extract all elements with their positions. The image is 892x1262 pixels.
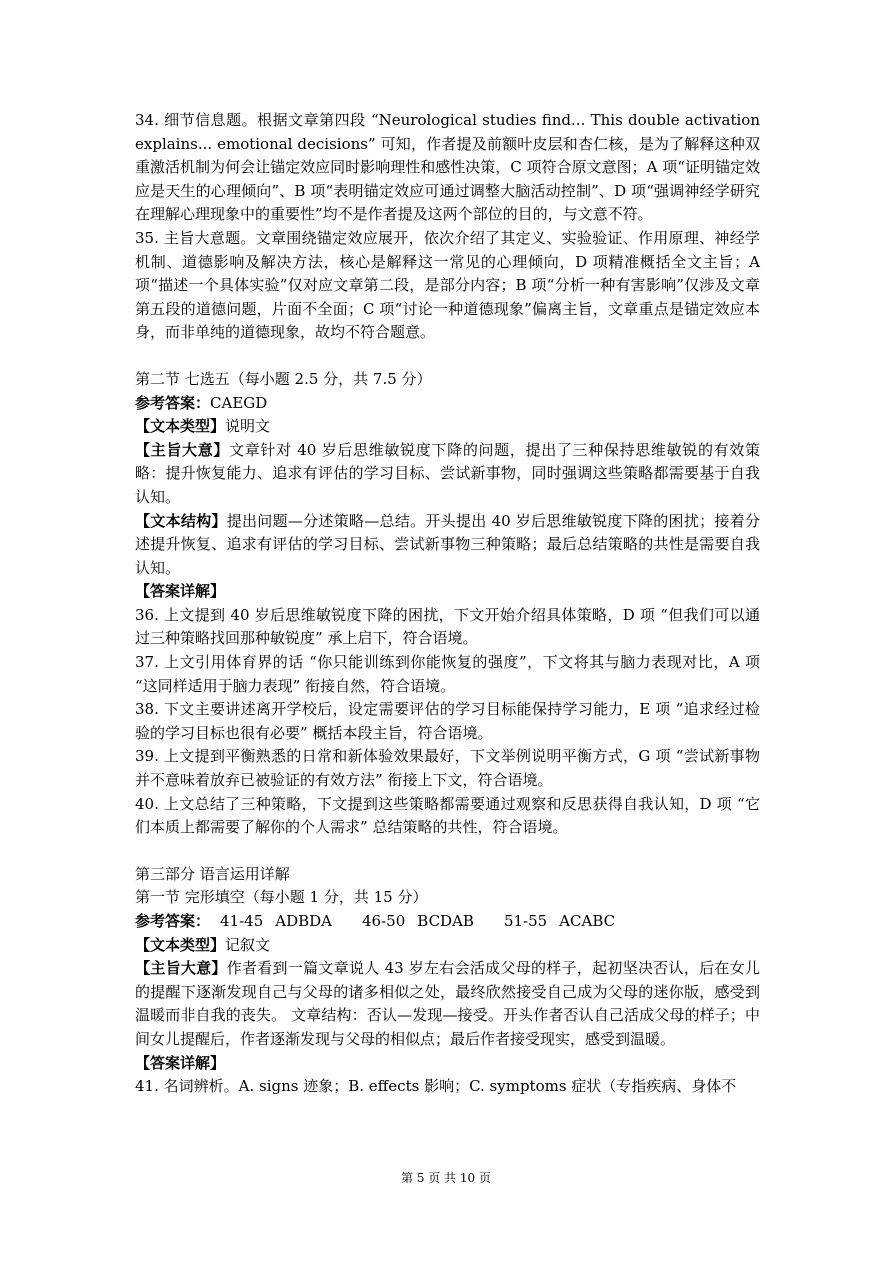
answer-detail-heading: 【答案详解】 [135, 1053, 226, 1072]
main-idea-text: 作者看到一篇文章说人 43 岁左右会活成父母的样子，起初坚决否认，后在女儿的提醒下逐渐发现自己与父母的诸多相似之处，最终欣然接受自己成为父母的迷你版，感受到温暖而非自我的丧失。 文章结构：否认—发现—接受。开头作者否认自己活成父母的样子；中间女儿提醒后，作者逐渐发现与父母的相似点；最后作者接受现实，感受到温暖。 [135, 959, 760, 1048]
text-type-label: 【文本类型】 [135, 417, 226, 436]
answer-explanation-34: 34. 细节信息题。根据文章第四段 “Neurological studies find... This double activation explains... emotional decisions” 可知，作者提及前额叶皮层和杏仁核，是为了解释这种双重激活机制为何会让锚定效应同时影响理性和感性决策，C 项符合原文意图；A 项“证明锚定效应是天生的心理倾向”、B 项“表明锚定效应可通过调整大脑活动控制”、D 项“强调神经学研究在理解心理现象中的重要性”均不是作者提及这两个部位的目的，与文意不符。 [135, 111, 760, 224]
answer-key-label: 参考答案： [135, 393, 211, 412]
answer-range: 41-45 [220, 912, 264, 930]
main-idea-text: 文章针对 40 岁后思维敏锐度下降的问题，提出了三种保持思维敏锐的有效策略：提升恢复能力、追求有评估的学习目标、尝试新事物，同时强调这些策略都需要基于自我认知。 [135, 440, 760, 506]
answer-key-line [135, 910, 760, 934]
page-footer: 第 5 页 共 10 页 [401, 1171, 491, 1185]
answer-detail-heading: 【答案详解】 [135, 582, 226, 601]
answer-letters: ACABC [559, 912, 616, 930]
answer-explanation-41: 41. 名词辨析。A. signs 迹象；B. effects 影响；C. symptoms 症状（专指疾病、身体不 [135, 1077, 737, 1096]
answer-range: 51-55 [503, 912, 548, 930]
answer-range: 46-50 [362, 912, 406, 930]
answer-explanation-36: 36. 上文提到 40 岁后思维敏锐度下降的困扰，下文开始介绍具体策略，D 项 “但我们可以通过三种策略找回那种敏锐度” 承上启下，符合语境。 [135, 605, 760, 648]
text-type-value: 记叙文 [225, 935, 271, 954]
text-structure-paragraph [135, 510, 760, 581]
text-type-label: 【文本类型】 [135, 935, 226, 954]
section-heading: 第二节 七选五（每小题 2.5 分，共 7.5 分） [135, 369, 432, 388]
main-idea-paragraph [135, 439, 760, 510]
answer-explanation-40: 40. 上文总结了三种策略，下文提到这些策略都需要通过观察和反思获得自我认知，D 项 “它们本质上都需要了解你的个人需求” 总结策略的共性，符合语境。 [135, 794, 760, 837]
main-idea-label: 【主旨大意】 [135, 959, 227, 978]
answer-key-label: 参考答案： [135, 912, 211, 930]
text-structure-text: 提出问题—分述策略—总结。开头提出 40 岁后思维敏锐度下降的困扰；接着分述提升恢复、追求有评估的学习目标、尝试新事物三种策略；最后总结策略的共性是需要自我认知。 [135, 511, 760, 577]
answer-explanation-39: 39. 上文提到平衡熟悉的日常和新体验效果最好，下文举例说明平衡方式，G 项 “尝试新事物并不意味着放弃已被验证的有效方法” 衔接上下文，符合语境。 [135, 747, 760, 790]
section-heading: 第一节 完形填空（每小题 1 分，共 15 分） [135, 888, 428, 907]
main-idea-paragraph [135, 957, 760, 1051]
text-type-line [135, 934, 760, 958]
answer-key-line [135, 392, 760, 416]
spacer [135, 840, 760, 863]
main-idea-label: 【主旨大意】 [135, 440, 230, 459]
page-content [135, 109, 760, 1099]
text-type-line [135, 415, 760, 439]
answer-explanation-38: 38. 下文主要讲述离开学校后，设定需要评估的学习目标能保持学习能力，E 项 “追求经过检验的学习目标也很有必要” 概括本段主旨，符合语境。 [135, 700, 760, 742]
text-structure-label: 【文本结构】 [135, 511, 227, 530]
answer-explanation-37: 37. 上文引用体育界的话 “你只能训练到你能恢复的强度”，下文将其与脑力表现对比，A 项 “这同样适用于脑力表现” 衔接自然，符合语境。 [135, 653, 760, 695]
text-type-value: 说明文 [225, 417, 271, 436]
answer-letters: BCDAB [417, 912, 474, 930]
spacer [135, 345, 760, 368]
answer-explanation-35: 35. 主旨大意题。文章围绕锚定效应展开，依次介绍了其定义、实验验证、作用原理、神经学机制、道德影响及解决方法，核心是解释这一常见的心理倾向，D 项精准概括全文主旨；A 项“描述一个具体实验”仅对应文章第二段，是部分内容；B 项“分析一种有害影响”仅涉及文章第五段的道德问题，片面不全面；C 项“讨论一种道德现象”偏离主旨，文章重点是锚定效应本身，而非单纯的道德现象，故均不符合题意。 [135, 228, 760, 342]
part-heading: 第三部分 语言运用详解 [135, 864, 290, 883]
answer-letters: ADBDA [275, 912, 333, 930]
answer-key-value: CAEGD [210, 393, 268, 412]
